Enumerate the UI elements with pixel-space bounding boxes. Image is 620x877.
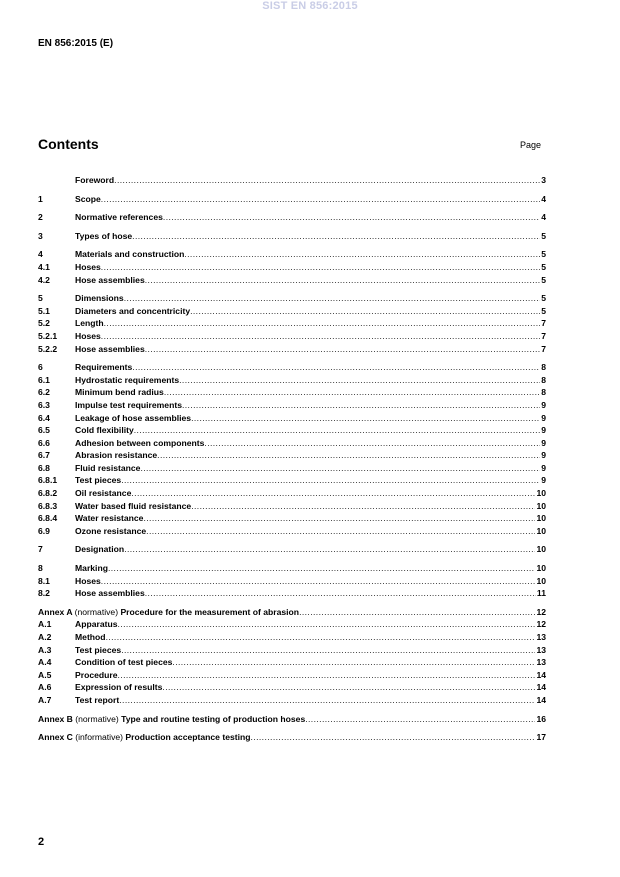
dot-leader xyxy=(121,644,535,657)
toc-entry[interactable] xyxy=(38,343,546,356)
toc-entry-number: 5 xyxy=(38,293,43,304)
toc-entry-page: 9 xyxy=(541,412,546,423)
dot-leader xyxy=(121,474,540,487)
toc-entry-number: 5.2 xyxy=(38,318,50,329)
toc-entry-page: 3 xyxy=(541,175,546,185)
toc-entry-title: Dimensions xyxy=(75,293,124,304)
dot-leader xyxy=(145,343,540,356)
toc-entry-title: Hoses xyxy=(75,261,101,272)
toc-entry-title xyxy=(38,606,299,619)
watermark: SIST EN 856:2015 xyxy=(262,0,358,12)
toc-entry-title: Abrasion resistance xyxy=(75,450,158,461)
toc-entry-number: A.6 xyxy=(38,682,52,693)
toc-entry-title: Length xyxy=(75,318,104,329)
toc-entry[interactable] xyxy=(38,525,546,538)
dot-leader xyxy=(190,305,540,318)
dot-leader xyxy=(131,487,535,500)
dot-leader xyxy=(172,656,535,669)
toc-entry[interactable] xyxy=(38,644,546,657)
toc-entry-number: 6.5 xyxy=(38,425,50,436)
toc-entry-title: Diameters and concentricity xyxy=(75,305,191,316)
toc-entry-title: Requirements xyxy=(75,362,133,373)
dot-leader xyxy=(101,261,540,274)
dot-leader xyxy=(101,330,540,343)
toc-entry-number: 4 xyxy=(38,249,43,260)
toc-entry-page: 5 xyxy=(541,230,546,241)
toc-entry-number: A.5 xyxy=(38,669,52,680)
toc-entry[interactable] xyxy=(38,487,546,500)
toc-entry-title: Hoses xyxy=(75,330,101,341)
toc-entry-number: 3 xyxy=(38,230,43,241)
toc-entry-number: 1 xyxy=(38,193,43,204)
toc-entry-page: 8 xyxy=(541,362,546,373)
toc-entry-number: 6.8.3 xyxy=(38,500,58,511)
annex-label: Annex B xyxy=(38,713,76,724)
toc-entry-number: 6.9 xyxy=(38,525,50,536)
dot-leader xyxy=(157,449,540,462)
dot-leader xyxy=(132,361,540,374)
toc-entry-page: 10 xyxy=(536,488,546,499)
toc-entry[interactable] xyxy=(38,437,546,450)
toc-entry-page: 7 xyxy=(541,318,546,329)
toc-entry-title: Cold flexibility xyxy=(75,425,134,436)
toc-entry-title: Oil resistance xyxy=(75,488,132,499)
toc-entry-page: 10 xyxy=(536,513,546,524)
dot-leader xyxy=(106,631,536,644)
dot-leader xyxy=(163,211,540,224)
toc-entry-page: 5 xyxy=(541,261,546,272)
toc-entry-page: 7 xyxy=(541,330,546,341)
toc-entry[interactable] xyxy=(38,500,546,513)
toc-entry[interactable] xyxy=(38,575,546,588)
toc-entry-page: 13 xyxy=(536,632,546,642)
toc-entry-page: 12 xyxy=(536,606,546,617)
toc-entry[interactable] xyxy=(38,587,546,600)
toc-entry-title: Hoses xyxy=(75,575,101,586)
toc-entry-title: Normative references xyxy=(75,212,163,223)
toc-entry[interactable] xyxy=(38,230,546,243)
toc-entry-number: 4.1 xyxy=(38,261,50,272)
toc-entry-number: 6.7 xyxy=(38,450,50,461)
toc-entry-number: 5.2.2 xyxy=(38,343,58,354)
dot-leader xyxy=(182,399,540,412)
dot-leader xyxy=(124,292,541,305)
toc-entry[interactable] xyxy=(38,606,546,619)
toc-entry-page: 17 xyxy=(536,732,546,743)
dot-leader xyxy=(179,374,540,387)
toc-entry-page: 12 xyxy=(536,619,546,630)
toc-entry[interactable] xyxy=(38,462,546,475)
toc-entry-number: 6.2 xyxy=(38,387,50,398)
toc-entry[interactable] xyxy=(38,305,546,318)
toc-entry[interactable] xyxy=(38,669,546,682)
annex-title: Production acceptance testing xyxy=(125,732,251,743)
dot-leader xyxy=(146,525,535,538)
toc-entry[interactable] xyxy=(38,386,546,399)
toc-entry-number: 8.1 xyxy=(38,575,50,586)
toc-entry-title: Scope xyxy=(75,193,101,204)
toc-entry-page: 9 xyxy=(541,475,546,486)
annex-title: Procedure for the measurement of abrasion xyxy=(120,606,300,617)
toc-entry[interactable] xyxy=(38,543,546,556)
toc-entry-page: 10 xyxy=(536,525,546,536)
toc-entry[interactable] xyxy=(38,211,546,224)
dot-leader xyxy=(184,248,540,261)
toc-entry-page: 14 xyxy=(536,682,546,693)
toc-entry-number: A.1 xyxy=(38,619,52,630)
toc-entry-page: 13 xyxy=(536,657,546,668)
dot-leader xyxy=(191,412,540,425)
dot-leader xyxy=(134,424,540,437)
toc-entry-title: Materials and construction xyxy=(75,249,185,260)
toc-entry-number: A.7 xyxy=(38,694,52,705)
toc-entry-title: Procedure xyxy=(75,669,118,680)
dot-leader xyxy=(305,713,535,726)
dot-leader xyxy=(251,731,536,744)
toc-entry-number: 6.8.1 xyxy=(38,475,58,486)
toc-entry-title: Minimum bend radius xyxy=(75,387,164,398)
annex-kind: (normative) xyxy=(75,713,122,724)
toc-entry-number: 8.2 xyxy=(38,588,50,599)
toc-entry[interactable] xyxy=(38,248,546,261)
dot-leader xyxy=(104,317,541,330)
toc-entry[interactable] xyxy=(38,399,546,412)
toc-entry-number: 6.8.4 xyxy=(38,513,58,524)
dot-leader xyxy=(101,575,536,588)
toc-entry[interactable] xyxy=(38,512,546,525)
dot-leader xyxy=(108,562,535,575)
toc-entry-page: 4 xyxy=(541,212,546,223)
toc-entry-title: Test report xyxy=(75,694,120,705)
annex-kind: (informative) xyxy=(75,732,126,743)
toc-entry-title: Impulse test requirements xyxy=(75,399,182,410)
toc-entry[interactable] xyxy=(38,424,546,437)
toc-entry-page: 11 xyxy=(536,588,546,599)
dot-leader xyxy=(140,462,540,475)
toc-entry-number: 5.2.1 xyxy=(38,330,58,341)
toc-entry-page: 9 xyxy=(541,462,546,473)
toc-entry-title: Marking xyxy=(75,563,108,574)
toc-entry-number: 5.1 xyxy=(38,305,50,316)
toc-entry[interactable] xyxy=(38,694,546,707)
toc-entry-title: Foreword xyxy=(75,175,115,185)
toc-entry-page: 5 xyxy=(541,274,546,285)
toc-entry-number: 6 xyxy=(38,362,43,373)
toc-entry-page: 4 xyxy=(541,193,546,204)
page-number: 2 xyxy=(38,836,45,848)
toc-entry-number: A.2 xyxy=(38,632,52,642)
toc-entry-title xyxy=(38,713,305,726)
toc-entry-number: A.3 xyxy=(38,644,52,655)
toc-entry[interactable] xyxy=(38,292,546,305)
toc-entry-title: Adhesion between components xyxy=(75,437,205,448)
toc-entry-page: 8 xyxy=(541,374,546,385)
dot-leader xyxy=(204,437,540,450)
toc-entry-title: Designation xyxy=(75,544,125,555)
dot-leader xyxy=(145,587,536,600)
toc-entry-title: Types of hose xyxy=(75,230,133,241)
toc-entry[interactable] xyxy=(38,174,546,187)
toc-entry[interactable] xyxy=(38,361,546,374)
toc-entry-page: 5 xyxy=(541,305,546,316)
toc-entry-title: Method xyxy=(75,632,106,642)
toc-entry-number: 7 xyxy=(38,544,43,555)
dot-leader xyxy=(118,669,536,682)
toc-entry[interactable] xyxy=(38,274,546,287)
toc-entry-page: 7 xyxy=(541,343,546,354)
annex-label: Annex C xyxy=(38,732,76,743)
toc-entry-title: Apparatus xyxy=(75,619,118,630)
toc-entry-title: Hose assemblies xyxy=(75,343,145,354)
dot-leader xyxy=(191,500,535,513)
toc-entry-title: Condition of test pieces xyxy=(75,657,173,668)
dot-leader xyxy=(114,174,540,187)
toc-entry-number: 2 xyxy=(38,212,43,223)
dot-leader xyxy=(143,512,535,525)
toc-entry-number: 6.6 xyxy=(38,437,50,448)
dot-leader xyxy=(132,230,540,243)
document-id: EN 856:2015 (E) xyxy=(38,38,114,49)
toc-entry[interactable] xyxy=(38,261,546,274)
toc-entry[interactable] xyxy=(38,618,546,631)
toc-entry-title: Leakage of hose assemblies xyxy=(75,412,192,423)
toc-entry[interactable] xyxy=(38,317,546,330)
toc-entry-page: 9 xyxy=(541,425,546,436)
dot-leader xyxy=(124,543,535,556)
toc-entry[interactable] xyxy=(38,562,546,575)
toc-entry-number: 4.2 xyxy=(38,274,50,285)
dot-leader xyxy=(162,681,535,694)
toc-entry[interactable] xyxy=(38,330,546,343)
toc-entry[interactable] xyxy=(38,412,546,425)
annex-title: Type and routine testing of production hoses xyxy=(121,713,306,724)
annex-kind: (normative) xyxy=(74,606,121,617)
toc-entry-title: Water resistance xyxy=(75,513,144,524)
toc-entry-number: 8 xyxy=(38,563,43,574)
toc-entry[interactable] xyxy=(38,193,546,206)
toc-entry-page: 10 xyxy=(536,500,546,511)
dot-leader xyxy=(164,386,540,399)
toc-entry-number: 6.1 xyxy=(38,374,50,385)
toc-entry-title: Test pieces xyxy=(75,475,122,486)
toc-entry-number: 6.3 xyxy=(38,399,50,410)
toc-entry[interactable] xyxy=(38,474,546,487)
toc-entry-page: 16 xyxy=(536,713,546,724)
annex-label: Annex A xyxy=(38,606,75,617)
toc-entry-title: Water based fluid resistance xyxy=(75,500,192,511)
toc-entry-page: 9 xyxy=(541,450,546,461)
toc-entry-page: 13 xyxy=(536,644,546,655)
toc-entry-page: 10 xyxy=(536,563,546,574)
toc-entry-page: 14 xyxy=(536,669,546,680)
toc-entry-number: 6.8.2 xyxy=(38,488,58,499)
toc-entry-title xyxy=(38,731,251,744)
toc-entry-title: Hydrostatic requirements xyxy=(75,374,180,385)
toc-entry-title: Hose assemblies xyxy=(75,274,145,285)
toc-entry-page: 5 xyxy=(541,293,546,304)
toc-entry-page: 9 xyxy=(541,437,546,448)
toc-entry[interactable] xyxy=(38,631,546,644)
toc-entry-page: 14 xyxy=(536,694,546,705)
toc-entry-title: Hose assemblies xyxy=(75,588,145,599)
toc-entry-title: Expression of results xyxy=(75,682,163,693)
page-title: Contents xyxy=(38,136,99,152)
dot-leader xyxy=(145,274,540,287)
toc-entry-page: 5 xyxy=(541,249,546,260)
toc-entry[interactable] xyxy=(38,656,546,669)
toc-entry[interactable] xyxy=(38,681,546,694)
toc-entry[interactable] xyxy=(38,449,546,462)
toc-entry-number: A.4 xyxy=(38,657,52,668)
toc-entry[interactable] xyxy=(38,713,546,726)
toc-entry-title: Fluid resistance xyxy=(75,462,141,473)
toc-entry[interactable] xyxy=(38,731,546,744)
toc-entry-number: 6.4 xyxy=(38,412,50,423)
toc-entry-page: 8 xyxy=(541,387,546,398)
toc-entry-page: 10 xyxy=(536,575,546,586)
page-column-label: Page xyxy=(520,140,542,150)
toc-entry-title: Test pieces xyxy=(75,644,122,655)
dot-leader xyxy=(101,193,540,206)
dot-leader xyxy=(119,694,535,707)
dot-leader xyxy=(118,618,536,631)
dot-leader xyxy=(299,606,535,619)
table-of-contents xyxy=(38,174,546,744)
toc-entry-page: 9 xyxy=(541,399,546,410)
toc-entry-title: Ozone resistance xyxy=(75,525,147,536)
toc-entry-page: 10 xyxy=(536,544,546,555)
toc-entry-number: 6.8 xyxy=(38,462,50,473)
toc-entry[interactable] xyxy=(38,374,546,387)
